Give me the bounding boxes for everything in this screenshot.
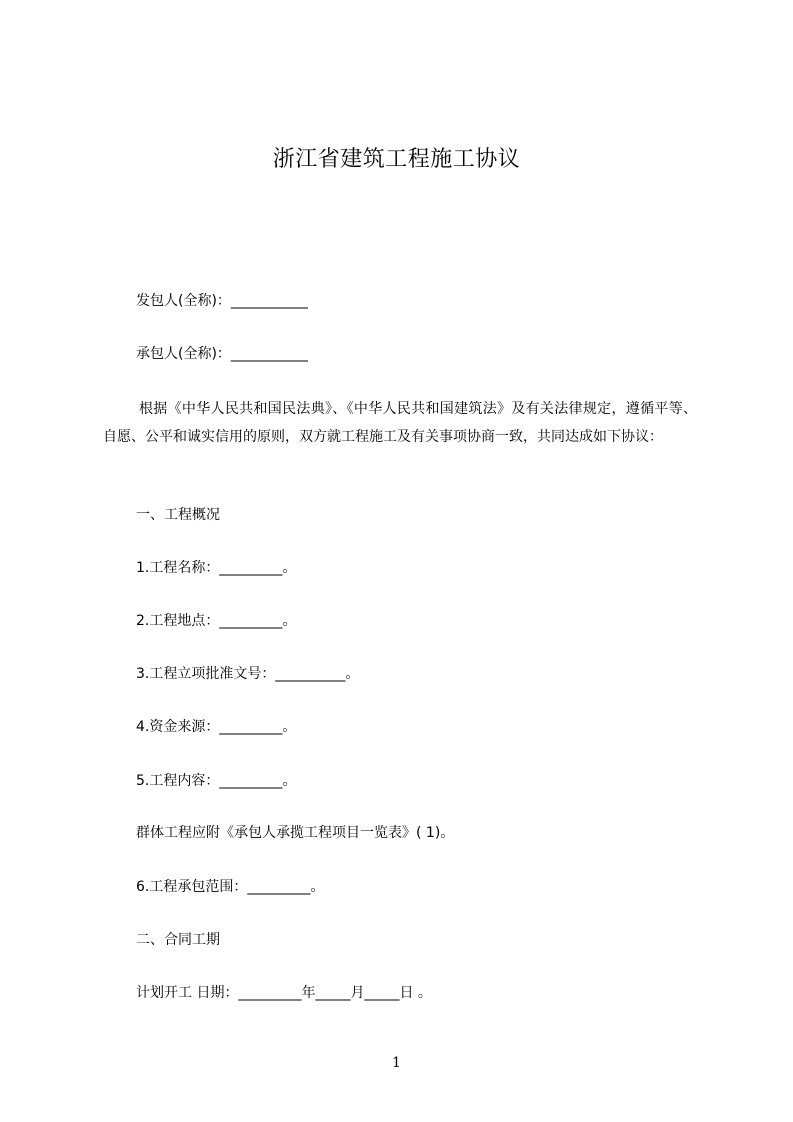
employer-name-line: 发包人(全称)：___________ <box>136 293 308 309</box>
document-title: 浙江省建筑工程施工协议 <box>272 147 521 172</box>
section-heading-project-overview: 一、工程概况 <box>136 507 220 523</box>
item-contract-scope: 6.工程承包范围：_________。 <box>136 879 325 895</box>
group-project-note: 群体工程应附《承包人承揽工程项目一览表》( 1)。 <box>136 825 455 841</box>
planned-start-date-line: 计划开工 日期：_________年_____月_____日 。 <box>136 985 432 1001</box>
item-project-location: 2.工程地点：_________。 <box>136 613 297 629</box>
item-project-content: 5.工程内容：_________。 <box>136 773 297 789</box>
page-number: 1 <box>392 1055 401 1071</box>
section-heading-contract-period: 二、合同工期 <box>136 932 220 948</box>
item-approval-number: 3.工程立项批准文号：__________。 <box>136 666 360 682</box>
item-project-name: 1.工程名称：_________。 <box>136 560 297 576</box>
item-funding-source: 4.资金来源：_________。 <box>136 719 297 735</box>
contractor-name-line: 承包人(全称)：___________ <box>136 346 308 362</box>
preamble-paragraph: 根据《中华人民共和国民法典》、《中华人民共和国建筑法》及有关法律规定，遵循平等、自愿、公平和诚实信用的原则，双方就工程施工及有关事项协商一致，共同达成如下协议： <box>103 401 697 445</box>
